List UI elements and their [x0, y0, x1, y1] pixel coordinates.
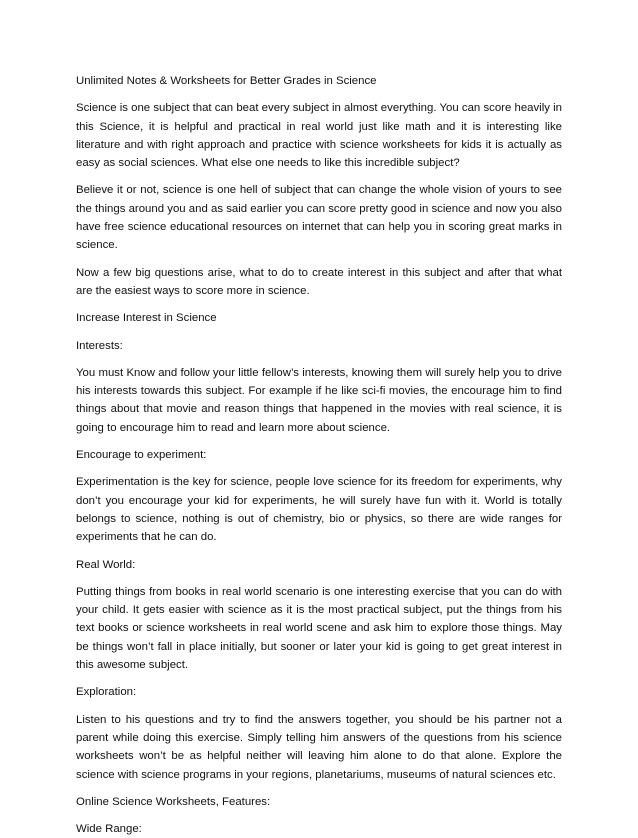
- subheading-wide-range: Wide Range:: [76, 823, 142, 836]
- questions-paragraph: Now a few big questions arise, what to do to create interest in this subject and after that what are the easiest ways to score more in science.: [76, 266, 562, 297]
- subheading-interests: Interests:: [76, 339, 123, 352]
- document-title: Unlimited Notes & Worksheets for Better Grades in Science: [76, 75, 377, 87]
- subheading-exploration: Exploration:: [76, 686, 137, 699]
- real-world-paragraph: Putting things from books in real world scenario is one interesting exercise that you can do with your child. It gets easier with science as it is the most practical subject, put the things from his text books or science worksheets in real world scene and ask him to explore those things. May be things won’t fall in place initially, but sooner or later your kid is going to get great interest in this awesome subject.: [76, 585, 562, 672]
- subheading-real-world: Real World:: [76, 558, 136, 571]
- section-heading-increase-interest: Increase Interest in Science: [76, 312, 217, 325]
- section-heading-online-worksheets: Online Science Worksheets, Features:: [76, 795, 271, 808]
- exploration-paragraph: Listen to his questions and try to find the answers together, you should be his partner not a parent while doing this exercise. Simply telling him answers of the questions from his science worksheets won’t be as helpful neither will leaving him alone to do that alone. Explore the science with science programs in your regions, planetariums, museums of natural sciences etc.: [76, 713, 562, 781]
- intro-paragraph: Science is one subject that can beat every subject in almost everything. You can score heavily in this Science, it is helpful and practical in real world just like math and it is interesting like literature and with right approach and practice with science worksheets for kids it is actually as easy as social sciences. What else one needs to like this incredible subject?: [76, 102, 562, 170]
- interests-paragraph: You must Know and follow your little fellow’s interests, knowing them will surely help you to drive his interests towards this subject. For example if he like sci-fi movies, the encourage him to find things about that movie and reason things that happened in the movies with real science, it is going to encourage him to read and learn more about science.: [76, 366, 562, 434]
- subheading-encourage-experiment: Encourage to experiment:: [76, 449, 207, 462]
- experiment-paragraph: Experimentation is the key for science, people love science for its freedom for experiments, why don’t you encourage your kid for experiments, he will surely have fun with it. World is totally belongs to science, nothing is out of chemistry, bio or physics, so there are wide ranges for experiments that he can do.: [76, 476, 562, 544]
- believe-paragraph: Believe it or not, science is one hell of subject that can change the whole vision of yours to see the things around you and as said earlier you can score pretty good in science and now you also have free science educational resources on internet that can help you in scoring great marks in science.: [76, 184, 562, 252]
